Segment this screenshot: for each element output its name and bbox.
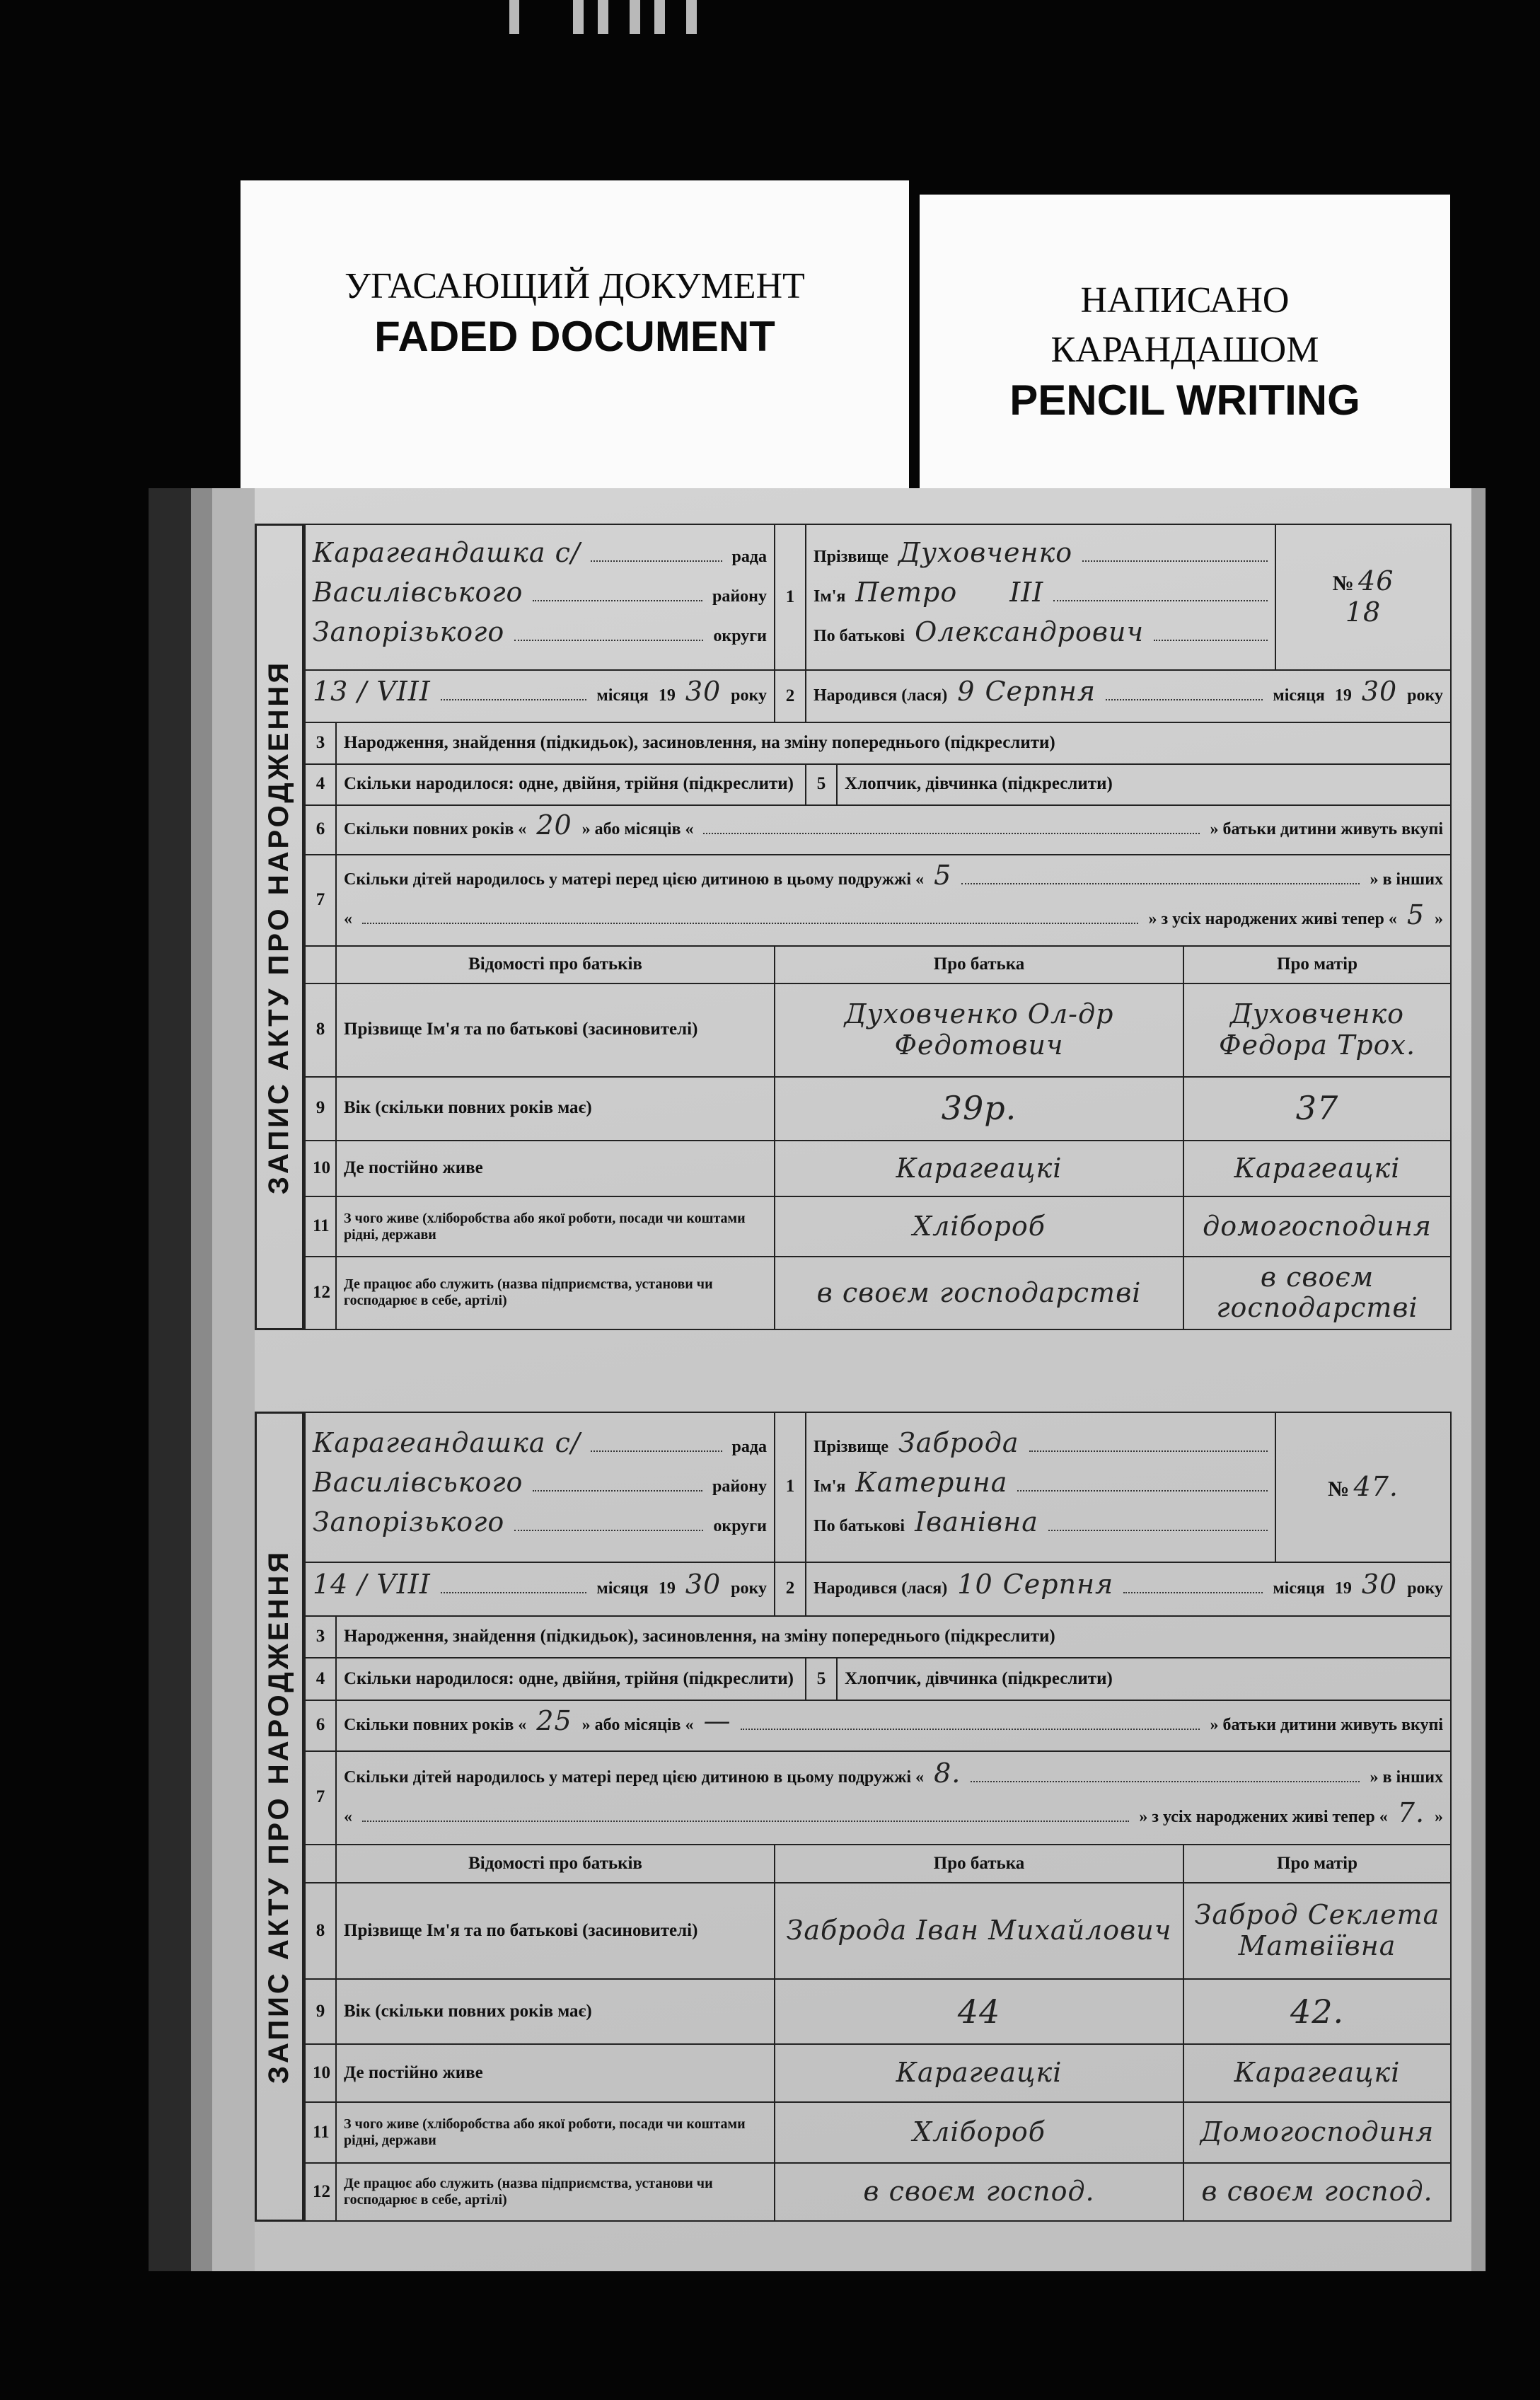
fill-line	[533, 600, 702, 601]
handwritten-entry: 10	[957, 1568, 993, 1600]
form-cell	[775, 1257, 1183, 1329]
form-cell	[1183, 1077, 1451, 1141]
handwritten-entry: Заброда	[898, 1426, 1019, 1458]
row-number: 11	[305, 2102, 336, 2164]
form-cell	[1183, 983, 1451, 1077]
form-cell	[814, 676, 1443, 716]
form-label: «	[344, 910, 352, 929]
form-cell	[814, 538, 1268, 577]
form-label: » батьки дитини живуть вкупі	[1210, 1715, 1444, 1734]
registration-date-cell	[305, 670, 775, 722]
rada-handwritten: Карагеандашка с/	[313, 537, 581, 569]
form-label: року	[1407, 686, 1444, 705]
row-number: 3	[305, 1616, 336, 1658]
form-cell: Відомості про батьків	[336, 946, 775, 983]
form-cell	[313, 577, 767, 617]
form-cell	[1183, 1141, 1451, 1196]
faded-label-ru: УГАСАЮЩИЙ ДОКУМЕНТ	[345, 266, 805, 306]
handwritten-entry: 14 / VIII	[313, 1568, 431, 1600]
form-label: » або місяців «	[581, 1715, 694, 1734]
handwritten-entry: Карагеацкі	[896, 2057, 1063, 2089]
form-cell	[1183, 2163, 1451, 2221]
form-label: рада	[731, 1437, 768, 1456]
record-number-handwritten: 46	[1358, 565, 1394, 597]
handwritten-entry: III	[1009, 577, 1044, 608]
handwritten-entry: Карагеацкі	[896, 1152, 1063, 1184]
handwritten-entry: 30	[1361, 1568, 1398, 1600]
form-label: »	[1435, 1807, 1444, 1826]
handwritten-entry: в своєм господ.	[863, 2176, 1095, 2208]
form-cell	[1183, 1257, 1451, 1329]
fill-line	[362, 923, 1138, 924]
fill-line	[1123, 1592, 1263, 1593]
fill-line	[533, 1490, 702, 1492]
page-right-edge	[1471, 488, 1486, 2271]
form-cell: Де працює або служить (назва підприємства, установи чи господарює в себе, артілі)	[336, 2163, 775, 2221]
form-cell	[313, 1428, 767, 1467]
form-cell: Де постійно живе	[336, 1141, 775, 1196]
form-cell	[1183, 1883, 1451, 1979]
fill-line	[1053, 600, 1268, 601]
form-label: «	[344, 1807, 352, 1826]
page-binding-edge	[149, 488, 255, 2271]
handwritten-entry: 30	[685, 1568, 722, 1600]
handwritten-entry: Хлібороб	[913, 2116, 1046, 2148]
form-cell	[806, 1562, 1451, 1616]
form-label: Ім'я	[814, 1477, 846, 1496]
form-label: Скільки повних років «	[344, 1715, 527, 1734]
form-cell	[336, 805, 1451, 855]
row-number: 5	[806, 1658, 837, 1700]
form-cell	[1183, 2044, 1451, 2101]
registry-office-cell	[305, 1412, 775, 1562]
form-cell: Скільки народилося: одне, двійня, трійня (підкреслити)	[336, 1658, 806, 1700]
form-label: » в інших	[1370, 1767, 1444, 1787]
handwritten-entry: 25	[536, 1704, 572, 1736]
form-cell	[313, 1507, 767, 1547]
pencil-label-ru-2: КАРАНДАШОМ	[1050, 330, 1319, 371]
birth-date-cell	[806, 670, 1451, 722]
form-label: 19	[658, 686, 676, 705]
form-cell: Скільки народилося: одне, двійня, трійня (підкреслити)	[336, 764, 806, 805]
handwritten-entry: Домогосподиня	[1200, 2116, 1435, 2148]
handwritten-entry: в своєм господ.	[1201, 2176, 1433, 2208]
form-cell: Хлопчик, дівчинка (підкреслити)	[837, 764, 1451, 805]
form-label: року	[731, 686, 768, 705]
form-cell: З чого живе (хліборобства або якої роботи, посади чи коштами рідні, держави	[336, 1196, 775, 1257]
faded-document-label	[241, 180, 909, 506]
form-cell: Про батька	[775, 946, 1183, 983]
form-cell	[775, 2102, 1183, 2164]
handwritten-entry: Карагеандашка с/	[313, 1426, 581, 1458]
form-cell	[336, 1751, 1451, 1845]
row-number: 1	[775, 524, 806, 670]
surname-handwritten: Духовченко	[898, 537, 1073, 569]
form-label: Скільки дітей народилось у матері перед цією дитиною в цьому подружжі «	[344, 870, 925, 889]
handwritten-entry: Серпня	[1002, 1568, 1114, 1600]
form-cell	[775, 2044, 1183, 2101]
first-name-handwritten: Петро	[855, 577, 958, 608]
form-cell	[775, 983, 1183, 1077]
form-cell	[814, 1467, 1268, 1507]
form-label: 19	[658, 1579, 676, 1598]
handwritten-entry: Запорізького	[313, 1506, 505, 1538]
handwritten-entry: 39р.	[941, 1089, 1017, 1128]
form-label: рада	[731, 548, 768, 567]
form-cell	[336, 1700, 1451, 1751]
form-label: району	[712, 587, 768, 606]
fill-line	[591, 1450, 722, 1452]
record-vertical-title	[255, 524, 304, 1330]
row-number: 6	[305, 1700, 336, 1751]
fill-line	[514, 1530, 703, 1531]
row-number: 12	[305, 1257, 336, 1329]
registry-office-cell	[305, 524, 775, 670]
form-cell: Де постійно живе	[336, 2044, 775, 2101]
faded-label-en: FADED DOCUMENT	[374, 313, 775, 361]
child-name-cell	[806, 1412, 1275, 1562]
fill-line	[741, 1729, 1200, 1730]
form-label: По батькові	[814, 627, 905, 646]
rayon-handwritten: Василівського	[313, 577, 523, 608]
handwritten-entry: 44	[957, 1992, 1001, 2031]
form-cell	[344, 1798, 1443, 1837]
row-number: 7	[305, 855, 336, 946]
form-cell: ЗАПИС АКТУ ПРО НАРОДЖЕННЯ	[263, 1549, 295, 2084]
form-cell	[305, 1845, 336, 1883]
handwritten-entry: 9	[957, 676, 975, 708]
form-cell	[313, 676, 767, 716]
mother-name-handwritten: Духовченко Федора Трох.	[1218, 998, 1416, 1061]
form-cell	[344, 900, 1443, 940]
handwritten-entry: 8.	[934, 1757, 961, 1789]
fill-line	[1017, 1490, 1268, 1492]
record-number-cell	[1275, 524, 1451, 670]
form-label: 19	[1334, 686, 1352, 705]
handwritten-entry: Катерина	[855, 1466, 1008, 1498]
handwritten-entry: Карагеацкі	[1234, 1152, 1401, 1184]
form-cell	[814, 1569, 1443, 1609]
form-cell	[814, 1507, 1268, 1547]
form-cell: Хлопчик, дівчинка (підкреслити)	[837, 1658, 1451, 1700]
form-cell	[313, 538, 767, 577]
handwritten-entry: Карагеацкі	[1234, 2057, 1401, 2089]
form-cell	[775, 1077, 1183, 1141]
form-label: місяця	[1273, 686, 1325, 705]
fill-line	[591, 560, 722, 562]
row-number: 5	[806, 764, 837, 805]
row-number: 12	[305, 2163, 336, 2221]
pencil-label-ru-1: НАПИСАНО	[1080, 280, 1290, 321]
form-label: Народився (лася)	[814, 686, 948, 705]
birth-record-46	[255, 524, 1450, 1330]
form-cell	[313, 1467, 767, 1507]
form-cell: Прізвище Ім'я та по батькові (засиновителі)	[336, 1883, 775, 1979]
form-label: » з усіх народжених живі тепер «	[1139, 1807, 1388, 1826]
fill-line	[441, 699, 587, 700]
handwritten-entry: в своєм господарстві	[816, 1276, 1142, 1308]
form-cell	[305, 946, 336, 983]
form-label: Ім'я	[814, 587, 846, 606]
handwritten-entry: Серпня	[985, 676, 1096, 708]
fill-line	[1029, 1450, 1268, 1452]
form-label: » батьки дитини живуть вкупі	[1210, 819, 1444, 838]
row-number: 9	[305, 1077, 336, 1141]
record-number-2-handwritten: 18	[1345, 596, 1382, 628]
form-cell	[313, 1569, 767, 1609]
fill-line	[1048, 1530, 1268, 1531]
handwritten-entry: Іванівна	[915, 1506, 1038, 1538]
handwritten-entry: 30	[1361, 676, 1398, 708]
row-number: 10	[305, 1141, 336, 1196]
form-cell: Про батька	[775, 1845, 1183, 1883]
form-cell	[1183, 1979, 1451, 2044]
handwritten-entry: Заброд Секлета Матвіївна	[1194, 1899, 1440, 1962]
form-label: » з усіх народжених живі тепер «	[1148, 910, 1397, 929]
form-label: Скільки дітей народилось у матері перед цією дитиною в цьому подружжі «	[344, 1767, 925, 1787]
fill-line	[703, 833, 1200, 834]
form-cell: Прізвище Ім'я та по батькові (засиновителі)	[336, 983, 775, 1077]
handwritten-entry: 13 / VIII	[313, 676, 431, 708]
fill-line	[362, 1821, 1129, 1822]
form-label: По батькові	[814, 1516, 905, 1535]
form-label: » або місяців «	[581, 819, 694, 838]
row-number: 4	[305, 764, 336, 805]
form-label: округи	[713, 627, 768, 646]
form-cell	[814, 577, 1268, 617]
row-number: 10	[305, 2044, 336, 2101]
form-cell	[305, 1562, 775, 1616]
form-cell	[344, 1758, 1443, 1798]
form-label: місяця	[1273, 1579, 1325, 1598]
top-label-fragment	[488, 0, 714, 34]
pencil-writing-label	[920, 195, 1450, 506]
handwritten-entry: 30	[685, 676, 722, 708]
form-cell: №	[1332, 572, 1354, 596]
form-cell: Про матір	[1183, 1845, 1451, 1883]
form-cell	[775, 1979, 1183, 2044]
form-label: 19	[1334, 1579, 1352, 1598]
handwritten-entry: —	[703, 1704, 731, 1736]
form-cell: №	[1328, 1477, 1350, 1501]
form-cell	[1183, 1196, 1451, 1257]
handwritten-entry: 5	[1406, 899, 1425, 931]
handwritten-entry: в своєм господарстві	[1216, 1261, 1418, 1324]
form-cell	[775, 1141, 1183, 1196]
row-number: 7	[305, 1751, 336, 1845]
fill-line	[971, 1781, 1360, 1782]
handwritten-entry: 47.	[1353, 1470, 1399, 1502]
handwritten-entry: 37	[1295, 1089, 1339, 1128]
form-cell	[313, 617, 767, 657]
form-cell	[344, 810, 1443, 850]
row-number: 2	[775, 1562, 806, 1616]
row-number: 6	[305, 805, 336, 855]
form-cell: Народження, знайдення (підкидьок), засиновлення, на зміну попереднього (підкреслити)	[336, 722, 1451, 763]
form-label: Прізвище	[814, 1437, 889, 1456]
form-label: району	[712, 1477, 768, 1496]
form-label: округи	[713, 1516, 768, 1535]
child-name-cell	[806, 524, 1275, 670]
form-cell: Вік (скільки повних років має)	[336, 1979, 775, 2044]
fill-line	[961, 883, 1360, 884]
record-vertical-title	[255, 1412, 304, 2222]
fill-line	[1154, 640, 1268, 641]
row-number: 8	[305, 1883, 336, 1979]
form-cell	[344, 1706, 1443, 1746]
form-label: року	[731, 1579, 768, 1598]
handwritten-entry: Василівського	[313, 1466, 523, 1498]
patronymic-handwritten: Олександрович	[915, 616, 1145, 648]
form-cell	[344, 860, 1443, 900]
row-number: 1	[775, 1412, 806, 1562]
form-cell	[814, 617, 1268, 657]
form-label: Скільки повних років «	[344, 819, 527, 838]
row-number: 8	[305, 983, 336, 1077]
father-name-handwritten: Духовченко Ол-др Федотович	[844, 998, 1114, 1061]
form-cell	[775, 1196, 1183, 1257]
row-number: 11	[305, 1196, 336, 1257]
form-cell	[1183, 2102, 1451, 2164]
handwritten-entry: 20	[536, 809, 572, 841]
form-label: »	[1435, 910, 1444, 929]
form-cell: Де працює або служить (назва підприємства, установи чи господарює в себе, артілі)	[336, 1257, 775, 1329]
row-number: 9	[305, 1979, 336, 2044]
record-number-cell	[1275, 1412, 1451, 1562]
form-cell	[775, 1883, 1183, 1979]
form-cell: ЗАПИС АКТУ ПРО НАРОДЖЕННЯ	[263, 659, 295, 1194]
row-number: 3	[305, 722, 336, 763]
form-cell	[775, 2163, 1183, 2221]
handwritten-entry: 42.	[1290, 1992, 1345, 2031]
form-cell	[336, 855, 1451, 946]
form-label: Народився (лася)	[814, 1579, 948, 1598]
form-label: року	[1407, 1579, 1444, 1598]
handwritten-entry: Заброда Іван Михайлович	[786, 1915, 1172, 1946]
handwritten-entry: Хлібороб	[913, 1210, 1046, 1242]
form-label: місяця	[596, 1579, 649, 1598]
form-label: місяця	[596, 686, 649, 705]
fill-line	[514, 640, 703, 641]
pencil-label-en: PENCIL WRITING	[1009, 376, 1360, 425]
form-label: Прізвище	[814, 548, 889, 567]
fill-line	[1106, 699, 1263, 700]
fill-line	[1082, 560, 1268, 562]
handwritten-entry: 5	[934, 860, 952, 892]
form-cell	[814, 1428, 1268, 1467]
okruha-handwritten: Запорізького	[313, 616, 505, 648]
record-table	[304, 524, 1452, 1330]
form-label: » в інших	[1370, 870, 1444, 889]
form-cell: Про матір	[1183, 946, 1451, 983]
form-cell: Відомості про батьків	[336, 1845, 775, 1883]
handwritten-entry: домогосподиня	[1203, 1210, 1432, 1242]
form-cell: Народження, знайдення (підкидьок), засиновлення, на зміну попереднього (підкреслити)	[336, 1616, 1451, 1658]
form-cell: Вік (скільки повних років має)	[336, 1077, 775, 1141]
record-table	[304, 1412, 1452, 2222]
handwritten-entry: 7.	[1397, 1796, 1425, 1828]
birth-record-47	[255, 1412, 1450, 2222]
row-number: 4	[305, 1658, 336, 1700]
form-cell: З чого живе (хліборобства або якої роботи, посади чи коштами рідні, держави	[336, 2102, 775, 2164]
row-number: 2	[775, 670, 806, 722]
fill-line	[441, 1592, 587, 1593]
